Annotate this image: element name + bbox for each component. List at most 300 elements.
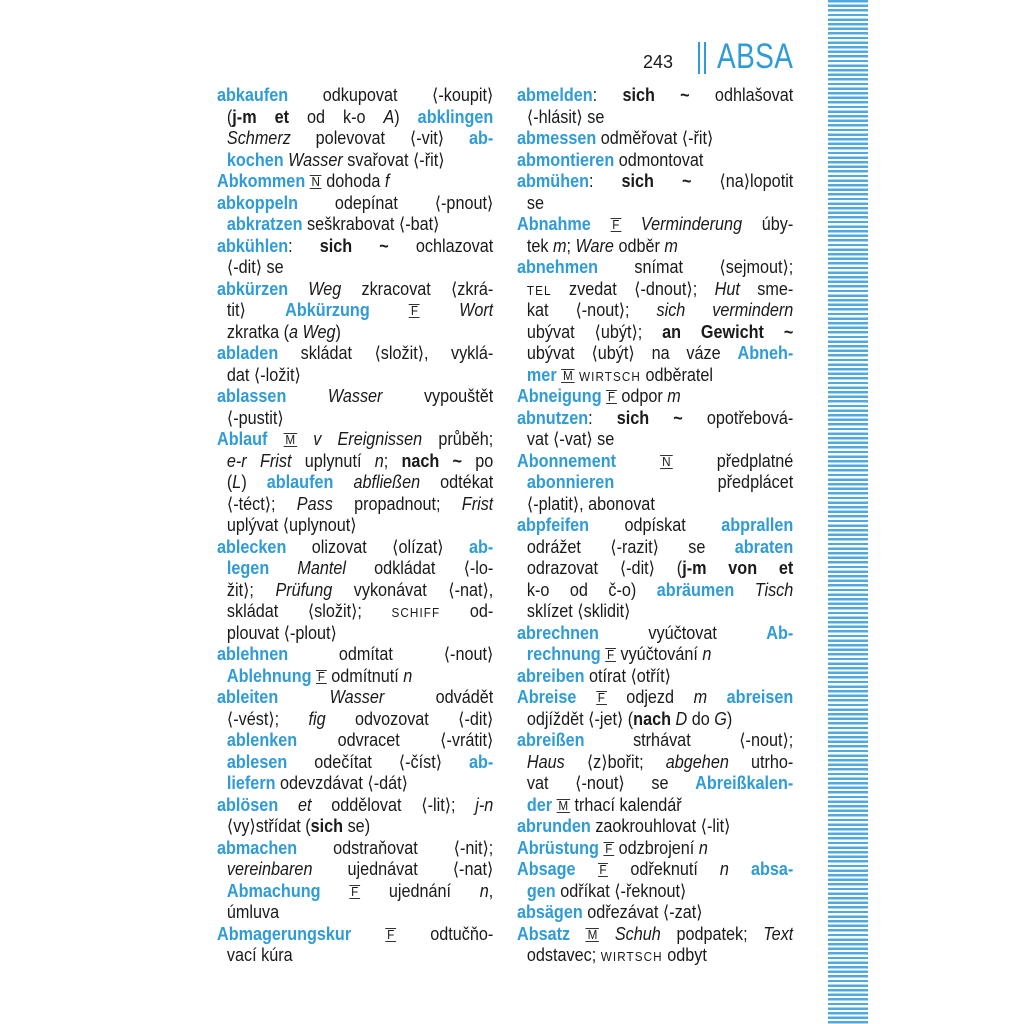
text-run: odpískat — [589, 515, 722, 535]
headword: abkaufen — [217, 85, 289, 105]
text-run: tek — [526, 235, 554, 256]
headword: der — [526, 794, 553, 815]
text-run: vat ⟨-nout⟩ se — [526, 773, 696, 793]
italic-label: Wort — [459, 300, 494, 320]
text-run: odvozovat ⟨-dit⟩ — [325, 708, 494, 729]
text-run: odbyt — [662, 945, 707, 965]
gender-marker: F — [410, 303, 418, 318]
text-run — [267, 429, 283, 449]
italic-label: Prüfung — [275, 579, 333, 600]
headword: Abmagerungskur — [217, 923, 352, 944]
text-run: ⟨-vést⟩; — [226, 708, 309, 729]
headword: ablaufen — [266, 472, 334, 492]
entry-block — [517, 730, 793, 816]
text-run: od- — [440, 601, 494, 621]
dictionary-line — [217, 773, 493, 795]
dictionary-line — [517, 171, 793, 193]
text-run: podpatek; — [660, 923, 764, 944]
dictionary-line — [217, 795, 493, 817]
text-run — [286, 386, 327, 406]
dictionary-line — [217, 472, 493, 494]
entry-block — [517, 687, 793, 730]
headword: Ablehnung — [226, 665, 312, 686]
text-run: uplynutí — [291, 450, 375, 471]
gender-marker: F — [597, 690, 605, 705]
dictionary-line — [517, 580, 793, 602]
italic-label: A — [383, 106, 395, 127]
entry-block — [517, 666, 793, 688]
text-run: odečítat ⟨-číst⟩ — [287, 751, 469, 772]
bold-phrase: sich ~ — [616, 407, 683, 428]
italic-label: abfließen — [353, 472, 421, 492]
dictionary-line — [517, 687, 793, 709]
dictionary-line — [217, 515, 493, 537]
entry-block — [217, 171, 493, 193]
headword: abrunden — [517, 816, 591, 836]
entry-block — [217, 236, 493, 279]
headword: ab- — [469, 536, 494, 557]
text-run: odtučňo- — [396, 923, 494, 944]
text-run: odzbrojení — [614, 837, 699, 858]
text-run — [707, 687, 727, 707]
italic-label: Text — [763, 923, 794, 944]
text-run: odměřovat ⟨-řit⟩ — [596, 128, 714, 148]
text-run: ubývat ⟨ubýt⟩ na váze — [526, 343, 738, 363]
header-divider-bar — [698, 42, 700, 74]
dictionary-line — [517, 515, 793, 537]
text-run — [269, 558, 297, 578]
text-run: odrazovat ⟨-dit⟩ ( — [526, 558, 683, 578]
dictionary-line — [517, 537, 793, 559]
text-run: odhlašovat — [689, 85, 794, 105]
gender-marker: F — [607, 647, 615, 662]
text-run — [570, 924, 586, 944]
text-run: odmítat ⟨-nout⟩ — [288, 644, 494, 664]
dictionary-line — [517, 644, 793, 666]
text-run: sklízet ⟨sklidit⟩ — [526, 601, 631, 621]
headword: abkühlen — [217, 235, 289, 256]
text-run: ochlazovat — [388, 235, 494, 256]
gender-marker: F — [387, 926, 395, 942]
text-run: opotřebová- — [682, 407, 794, 428]
dictionary-line — [517, 838, 793, 860]
dictionary-line — [217, 85, 493, 107]
italic-label: Ware — [575, 235, 614, 256]
entry-block — [517, 859, 793, 902]
text-run: odjíždět ⟨-jet⟩ ( — [526, 708, 634, 729]
headword: Abneigung — [517, 386, 602, 406]
headword: abraten — [734, 536, 794, 557]
dictionary-line — [517, 236, 793, 258]
dictionary-line — [517, 623, 793, 645]
dictionary-line — [517, 107, 793, 129]
headword: abprallen — [721, 515, 794, 535]
italic-label: m — [664, 235, 678, 256]
dictionary-line — [517, 429, 793, 451]
dictionary-line — [517, 709, 793, 731]
text-run — [591, 214, 611, 234]
text-run: otírat ⟨otřít⟩ — [584, 665, 671, 686]
dictionary-line — [517, 214, 793, 236]
entry-block — [217, 795, 493, 838]
dictionary-line — [517, 881, 793, 903]
headword: Abkürzung — [285, 300, 370, 320]
right-column — [517, 85, 793, 967]
text-run: vyúčtování — [615, 644, 703, 664]
text-run: vací kúra — [226, 945, 293, 965]
dictionary-line — [217, 107, 493, 129]
gender-marker: F — [317, 668, 325, 684]
headword: ablecken — [217, 536, 287, 557]
text-run: se — [526, 192, 545, 213]
entry-block — [517, 902, 793, 924]
text-run: ) — [394, 106, 418, 127]
dictionary-line — [217, 881, 493, 903]
dictionary-line — [217, 322, 493, 344]
headword: ablehnen — [217, 644, 289, 664]
text-run: průběh; — [422, 429, 494, 449]
text-run: zkratka ( — [226, 321, 290, 342]
dictionary-line — [217, 945, 493, 967]
text-run: svařovat ⟨-řit⟩ — [342, 149, 445, 170]
italic-label: Pass — [296, 493, 333, 514]
text-run — [616, 451, 660, 471]
dictionary-line — [517, 386, 793, 408]
italic-label: et — [298, 794, 312, 815]
text-run: odřezávat ⟨-zat⟩ — [582, 902, 703, 922]
italic-label: Hut — [714, 278, 740, 299]
text-run: ⟨-platit⟩, abonovat — [526, 493, 655, 514]
dictionary-line — [517, 859, 793, 881]
entry-block — [517, 924, 793, 967]
subject-label: WIRTSCH — [600, 949, 663, 964]
text-run: ( — [226, 106, 233, 127]
dictionary-line — [517, 752, 793, 774]
text-run: odtékat — [420, 472, 494, 492]
text-run: úmluva — [226, 902, 280, 922]
text-run: : — [589, 171, 622, 191]
headword: abmessen — [517, 128, 597, 148]
text-run: : — [588, 407, 617, 428]
headword: absägen — [517, 902, 583, 922]
headword: Ablauf — [217, 429, 268, 449]
headword: rechnung — [526, 644, 601, 664]
headword: Abneh- — [737, 343, 794, 363]
dictionary-line — [517, 193, 793, 215]
text-run — [297, 429, 313, 449]
headword: Absage — [517, 859, 576, 879]
italic-label: Mantel — [297, 558, 347, 578]
gender-marker: F — [607, 389, 616, 404]
bold-phrase: nach ~ — [401, 450, 463, 471]
text-run: žit⟩; — [226, 579, 276, 600]
dictionary-line — [217, 601, 493, 623]
text-run: ; — [566, 235, 576, 256]
text-run: vyúčtovat — [598, 622, 767, 643]
text-run — [370, 300, 409, 320]
headword: abmelden — [517, 85, 593, 105]
headword: ablassen — [217, 386, 287, 406]
headword: Ab- — [766, 622, 794, 643]
dictionary-line — [217, 644, 493, 666]
entry-block — [217, 838, 493, 924]
subject-label: TEL — [526, 282, 552, 298]
text-run: odkládat ⟨-lo- — [346, 558, 494, 578]
text-run: odmontovat — [614, 149, 704, 170]
text-run: skládat ⟨složit⟩; — [226, 601, 392, 621]
bold-phrase: j-m von et — [682, 558, 794, 578]
text-run: : — [288, 235, 320, 256]
italic-label: f — [384, 171, 390, 191]
text-run: ⟨z⟩bořit; — [564, 751, 666, 772]
text-run: propadnout; — [332, 493, 462, 514]
text-run: ; — [383, 450, 402, 471]
italic-label: m — [553, 235, 567, 256]
dictionary-line — [217, 537, 493, 559]
text-run: odpor — [616, 386, 668, 406]
text-run: uplývat ⟨uplynout⟩ — [226, 515, 357, 535]
text-run: odřeknutí — [608, 859, 720, 879]
headword: Abreise — [517, 687, 577, 707]
text-run: odrážet ⟨-razit⟩ se — [526, 536, 735, 557]
text-run: odkupovat ⟨-koupit⟩ — [288, 85, 494, 105]
subject-label: SCHIFF — [391, 605, 441, 620]
dictionary-line — [517, 902, 793, 924]
dictionary-line — [217, 365, 493, 387]
italic-label: m — [667, 386, 681, 406]
entry-block — [517, 451, 793, 516]
text-run: vykonávat ⟨-nat⟩, — [332, 579, 494, 600]
text-run: seškrabovat ⟨-bat⟩ — [302, 214, 440, 234]
entry-block — [217, 279, 493, 344]
headword: abräumen — [656, 579, 735, 600]
gender-marker: F — [599, 862, 607, 877]
headword: abreiben — [517, 665, 585, 686]
text-run — [351, 924, 385, 944]
text-run: odepínat ⟨-pnout⟩ — [298, 192, 494, 213]
text-run — [321, 881, 350, 901]
gender-marker: F — [612, 217, 620, 232]
dictionary-line — [217, 429, 493, 451]
entry-block — [517, 838, 793, 860]
italic-label: e-r Frist — [226, 450, 292, 471]
text-run: ⟨-hlásit⟩ se — [526, 106, 605, 127]
headword: Abrüstung — [517, 837, 599, 858]
text-run: od k-o — [289, 106, 384, 127]
bold-phrase: nach — [633, 708, 671, 729]
italic-label: n — [719, 859, 729, 879]
dictionary-line — [517, 730, 793, 752]
entry-block — [217, 687, 493, 795]
headword: abonnieren — [526, 472, 615, 492]
text-run: ubývat ⟨ubýt⟩; — [526, 321, 663, 342]
text-run: po — [462, 450, 494, 471]
entry-block — [517, 128, 793, 150]
italic-label: Schmerz — [226, 128, 291, 148]
dictionary-line — [217, 687, 493, 709]
italic-label: Wasser — [327, 386, 383, 406]
dictionary-line — [517, 795, 793, 817]
headword: Abonnement — [517, 450, 616, 471]
text-run: , — [488, 880, 494, 901]
dictionary-line — [217, 171, 493, 193]
text-run: odmítnutí — [326, 665, 404, 686]
entry-block — [517, 623, 793, 666]
text-run — [420, 300, 459, 320]
italic-label: v Ereignissen — [313, 429, 423, 449]
italic-label: Haus — [526, 751, 565, 772]
text-run: ⟨-pustit⟩ — [226, 407, 284, 428]
headword: liefern — [226, 773, 276, 793]
text-run — [278, 687, 329, 707]
text-run: tit⟩ — [226, 300, 286, 320]
dictionary-line — [217, 300, 493, 322]
dictionary-line — [517, 924, 793, 946]
headword: ablenken — [226, 730, 298, 750]
italic-label: a Weg — [289, 321, 336, 342]
headword: abnutzen — [517, 407, 589, 428]
headword: abkürzen — [217, 278, 289, 299]
headword: abkratzen — [226, 214, 303, 234]
dictionary-line — [217, 816, 493, 838]
dictionary-line — [217, 580, 493, 602]
text-run: ⟨na⟩lopotit — [691, 171, 794, 191]
headword: ablösen — [217, 794, 279, 815]
dictionary-line — [517, 494, 793, 516]
gender-marker: M — [558, 797, 569, 813]
entry-block — [517, 816, 793, 838]
left-column — [217, 85, 493, 967]
headword: absa- — [750, 859, 794, 879]
gender-marker: N — [311, 174, 320, 189]
dictionary-line — [517, 816, 793, 838]
text-run — [576, 859, 598, 879]
text-run: úby- — [742, 214, 794, 234]
headword: ab- — [469, 128, 494, 148]
headword: abmühen — [517, 171, 590, 191]
text-run: kat ⟨-nout⟩; — [526, 300, 657, 320]
gender-marker: F — [605, 840, 613, 856]
dictionary-line — [217, 279, 493, 301]
entry-block — [517, 386, 793, 408]
text-run — [288, 279, 308, 299]
dictionary-line — [217, 623, 493, 645]
dictionary-line — [217, 451, 493, 473]
dictionary-line — [217, 730, 493, 752]
entry-block — [517, 408, 793, 451]
dictionary-line — [217, 558, 493, 580]
headword: abklingen — [417, 106, 494, 127]
headword: Abnahme — [517, 214, 591, 234]
text-run: odjezd — [606, 687, 694, 707]
italic-label: n — [479, 880, 489, 901]
gender-marker: N — [662, 453, 671, 469]
headword: Abmachung — [226, 880, 321, 901]
headword: abmontieren — [517, 149, 615, 170]
text-run: předplatné — [672, 450, 794, 471]
headword: abkoppeln — [217, 192, 299, 213]
text-run: se) — [343, 816, 371, 836]
dictionary-line — [217, 386, 493, 408]
italic-label: Frist — [461, 493, 494, 514]
text-run: předplácet — [614, 472, 794, 492]
italic-label: n — [374, 450, 384, 471]
text-run: ) — [726, 708, 733, 729]
headword: abrechnen — [517, 622, 599, 643]
dictionary-line — [217, 236, 493, 258]
italic-label: D — [675, 708, 688, 729]
dictionary-line — [517, 451, 793, 473]
entry-block — [217, 537, 493, 645]
italic-label: Verminderung — [640, 214, 743, 234]
dictionary-line — [217, 214, 493, 236]
dictionary-line — [217, 408, 493, 430]
headword: abladen — [217, 343, 279, 363]
italic-label: n — [702, 644, 712, 664]
entry-block — [517, 171, 793, 214]
dictionary-line — [217, 838, 493, 860]
dictionary-line — [517, 300, 793, 322]
entry-block — [217, 386, 493, 429]
text-run: odstraňovat ⟨-nit⟩; — [297, 837, 494, 858]
striped-thumb-index-band — [828, 0, 868, 1024]
italic-label: m — [693, 687, 708, 707]
dictionary-line — [217, 859, 493, 881]
text-run: odvracet ⟨-vrátit⟩ — [297, 730, 494, 750]
entry-block — [217, 429, 493, 537]
headword: abmachen — [217, 837, 298, 858]
headword: Abreißkalen- — [695, 773, 794, 793]
text-run: k-o od č-o) — [526, 579, 657, 600]
dictionary-line — [517, 558, 793, 580]
entry-block — [217, 343, 493, 386]
text-run: ⟨vy⟩střídat ( — [226, 816, 311, 836]
text-run: trhací kalendář — [569, 794, 682, 815]
italic-label: Wasser — [329, 687, 385, 707]
text-run: ⟨-téct⟩; — [226, 493, 297, 514]
subject-label: WIRTSCH — [579, 368, 641, 384]
headword: gen — [526, 880, 556, 901]
italic-label: abgehen — [665, 751, 729, 772]
headword: Absatz — [517, 923, 571, 944]
text-run: odstavec; — [526, 945, 601, 965]
text-run: odběratel — [640, 364, 714, 385]
italic-label: Wasser — [288, 149, 343, 170]
headword: abpfeifen — [517, 515, 590, 535]
bold-phrase: an Gewicht ~ — [662, 321, 794, 342]
headword: ab- — [469, 751, 494, 772]
gender-marker: M — [562, 367, 573, 383]
dictionary-line — [517, 773, 793, 795]
headword: legen — [226, 558, 270, 578]
gender-marker: M — [285, 432, 296, 447]
text-run — [333, 472, 353, 492]
text-run — [621, 214, 641, 234]
dictionary-line — [217, 257, 493, 279]
dictionary-line — [217, 343, 493, 365]
text-run: odevzdávat ⟨-dát⟩ — [275, 773, 408, 793]
italic-label: n — [698, 837, 708, 858]
italic-label: Tisch — [754, 579, 794, 600]
dictionary-line — [517, 408, 793, 430]
text-run: plouvat ⟨-plout⟩ — [226, 622, 337, 643]
italic-label: fig — [308, 708, 326, 729]
text-run: : — [592, 85, 623, 105]
dictionary-line — [517, 85, 793, 107]
dictionary-line — [217, 709, 493, 731]
text-run: ( — [226, 472, 233, 492]
italic-label: Weg — [308, 278, 342, 299]
